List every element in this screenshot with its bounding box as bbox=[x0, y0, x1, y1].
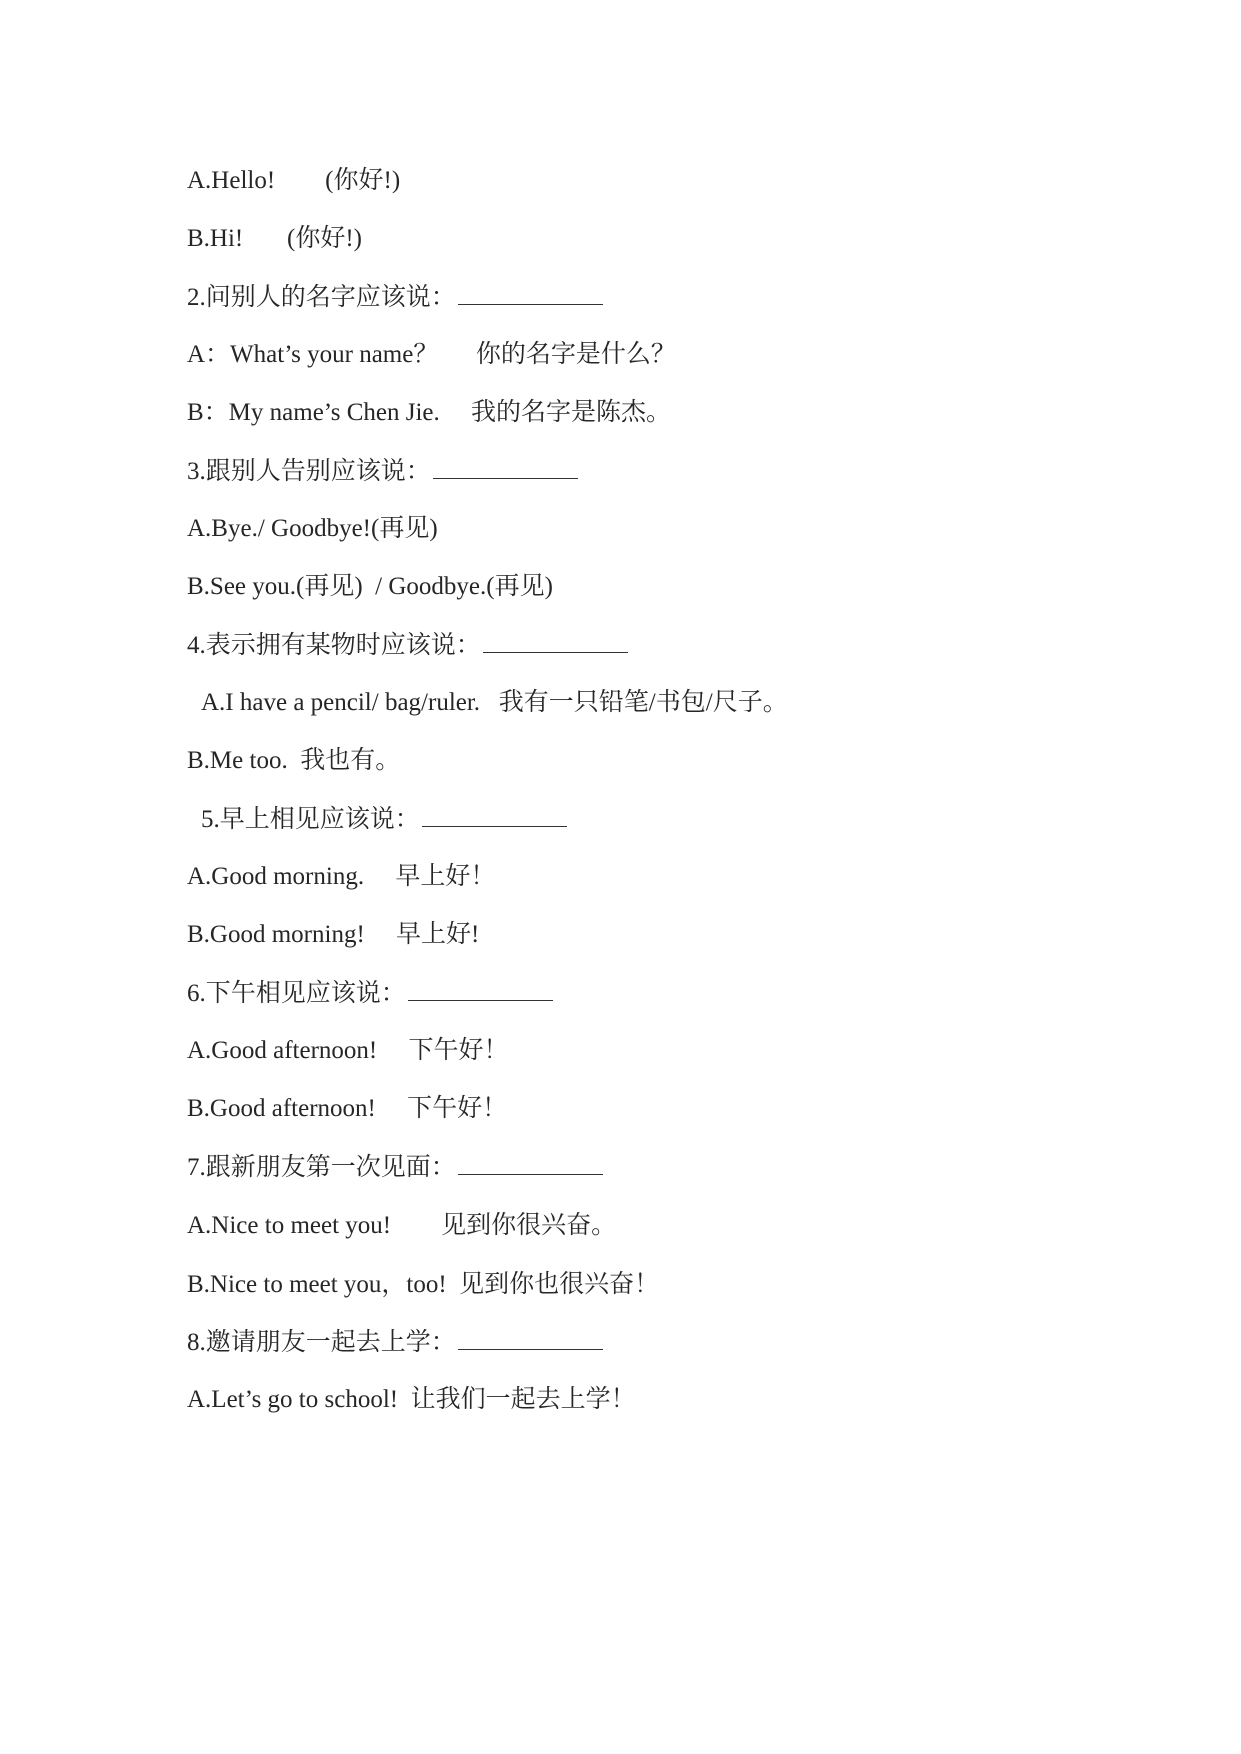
morning-option-a: A.Good morning. 早上好！ bbox=[187, 863, 496, 890]
question-3: 3.跟别人告别应该说： bbox=[187, 454, 578, 489]
question-2: 2.问别人的名字应该说： bbox=[187, 280, 603, 315]
answer-blank bbox=[458, 280, 603, 305]
name-option-b: B：My name’s Chen Jie. 我的名字是陈杰。 bbox=[187, 399, 672, 426]
name-option-a: A：What’s your name？ 你的名字是什么？ bbox=[187, 341, 676, 368]
meet-option-b: B.Nice to meet you，too! 见到你也很兴奋！ bbox=[187, 1271, 660, 1298]
answer-blank bbox=[433, 454, 578, 479]
afternoon-option-b: B.Good afternoon! 下午好！ bbox=[187, 1095, 508, 1122]
have-option-b: B.Me too. 我也有。 bbox=[187, 747, 401, 774]
greeting-option-a: A.Hello! (你好!) bbox=[187, 167, 401, 194]
school-option-a: A.Let’s go to school! 让我们一起去上学！ bbox=[187, 1386, 636, 1413]
question-8: 8.邀请朋友一起去上学： bbox=[187, 1325, 603, 1360]
meet-option-a: A.Nice to meet you! 见到你很兴奋。 bbox=[187, 1212, 617, 1239]
farewell-option-b: B.See you.(再见) / Goodbye.(再见) bbox=[187, 573, 553, 600]
answer-blank bbox=[408, 976, 553, 1001]
answer-blank bbox=[458, 1325, 603, 1350]
question-4: 4.表示拥有某物时应该说： bbox=[187, 628, 628, 663]
morning-option-b: B.Good morning! 早上好! bbox=[187, 921, 480, 948]
afternoon-option-a: A.Good afternoon! 下午好！ bbox=[187, 1037, 509, 1064]
answer-blank bbox=[483, 628, 628, 653]
have-option-a: A.I have a pencil/ bag/ruler. 我有一只铅笔/书包/尺子。 bbox=[201, 689, 788, 716]
question-5: 5.早上相见应该说： bbox=[201, 802, 567, 837]
question-6: 6.下午相见应该说： bbox=[187, 976, 553, 1011]
question-7: 7.跟新朋友第一次见面： bbox=[187, 1150, 603, 1185]
greeting-option-b: B.Hi! (你好!) bbox=[187, 225, 362, 252]
farewell-option-a: A.Bye./ Goodbye!(再见) bbox=[187, 515, 438, 542]
answer-blank bbox=[422, 802, 567, 827]
answer-blank bbox=[458, 1150, 603, 1175]
